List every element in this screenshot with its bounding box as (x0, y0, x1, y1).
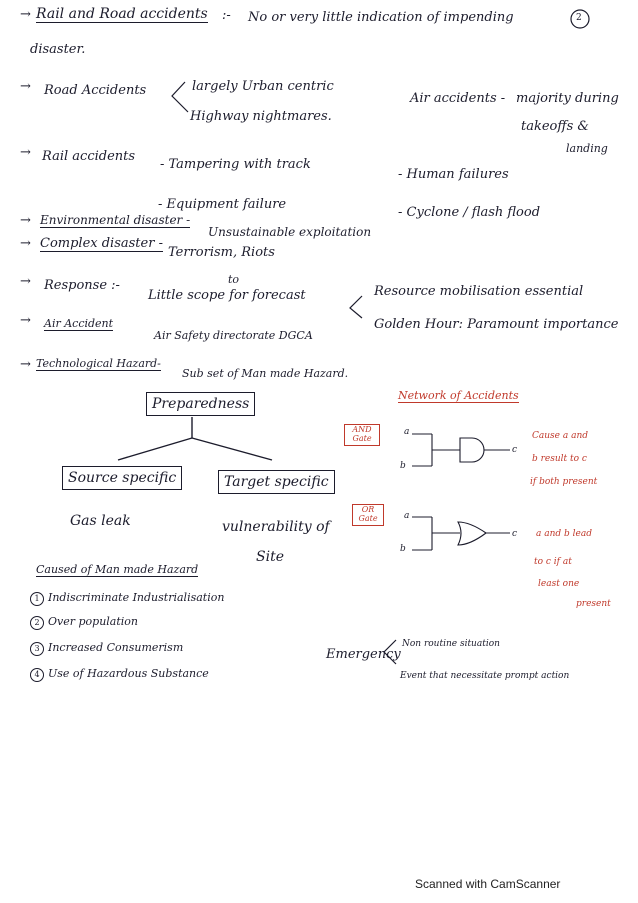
heading-text: No or very little indication of impending (248, 10, 514, 25)
bullet-arrow-icon: → (20, 313, 31, 328)
or-gate-symbol (412, 517, 510, 550)
response-branch-1: Resource mobilisation essential (374, 284, 584, 299)
cause-number-4: 4 (30, 668, 44, 682)
and-output-c: c (512, 445, 518, 455)
cause-item-1 (30, 592, 224, 606)
scanner-footer: Scanned with CamScanner (415, 877, 561, 891)
bullet-arrow-icon: → (20, 7, 31, 22)
heading-sep: :- (222, 8, 231, 23)
cause-number-2: 2 (30, 616, 44, 630)
or-desc-3: least one (538, 579, 580, 589)
complex-text: Terrorism, Riots (168, 245, 275, 260)
response-insert: to (228, 273, 240, 286)
cause-item-4 (30, 668, 209, 682)
and-desc-2: b result to c (532, 454, 587, 464)
page-number: 2 (576, 13, 582, 23)
tree-right-branch (192, 438, 272, 460)
emergency-branch-2: Event that necessitate prompt action (400, 671, 570, 681)
and-input-a: a (404, 427, 410, 437)
tech-text: Sub set of Man made Hazard. (182, 367, 349, 380)
and-gate-box: AND Gate (344, 424, 380, 446)
rail-right-2: - Cyclone / flash flood (398, 205, 541, 220)
cause-text-3: Increased Consumerism (48, 641, 184, 654)
response-branch-2: Golden Hour: Paramount importance (374, 317, 619, 332)
and-gate-symbol (412, 434, 510, 466)
or-input-a: a (404, 511, 410, 521)
gas-leak-text: Gas leak (70, 513, 131, 529)
response-branch-line (350, 296, 362, 318)
cause-number-3: 3 (30, 642, 44, 656)
rail-item-2: - Equipment failure (158, 197, 287, 212)
preparedness-box: Preparedness (146, 392, 255, 416)
env-label: Environmental disaster - (40, 213, 191, 227)
bullet-arrow-icon: → (20, 213, 31, 228)
air-accident-label: Air Accident (44, 317, 114, 330)
response-text: Little scope for forecast (148, 288, 306, 303)
bullet-arrow-icon: → (20, 236, 31, 251)
rail-item-1: - Tampering with track (160, 157, 311, 172)
bullet-arrow-icon: → (20, 79, 31, 94)
network-title: Network of Accidents (398, 389, 519, 402)
road-branch-line (172, 82, 188, 112)
cause-number-1: 1 (30, 592, 44, 606)
air-accidents-text-2: takeoffs & (521, 119, 589, 134)
air-accidents-text-1: majority during (516, 91, 619, 106)
cause-item-2 (30, 616, 138, 630)
cause-text-4: Use of Hazardous Substance (48, 667, 209, 680)
road-branch-1: largely Urban centric (192, 79, 334, 94)
or-desc-1: a and b lead (536, 529, 592, 539)
target-specific-box: Target specific (218, 470, 335, 494)
air-accidents-label: Air accidents - (410, 91, 506, 106)
response-label: Response :- (44, 278, 120, 293)
road-branch-2: Highway nightmares. (190, 109, 332, 124)
and-desc-1: Cause a and (532, 431, 589, 441)
or-desc-4: present (576, 599, 611, 609)
complex-label: Complex disaster - (40, 236, 163, 251)
site-text: Site (256, 549, 284, 565)
and-input-b: b (400, 461, 406, 471)
cause-text-2: Over population (48, 615, 139, 628)
rail-right-1: - Human failures (398, 167, 509, 182)
cause-text-1: Indiscriminate Industrialisation (48, 591, 225, 604)
heading-text-cont: disaster. (30, 42, 86, 57)
tech-label: Technological Hazard- (36, 357, 161, 370)
bullet-arrow-icon: → (20, 357, 31, 372)
road-label: Road Accidents (44, 83, 147, 98)
tree-left-branch (118, 438, 192, 460)
and-desc-3: if both present (530, 477, 598, 487)
bullet-arrow-icon: → (20, 145, 31, 160)
env-text: Unsustainable exploitation (208, 225, 372, 239)
cause-item-3 (30, 642, 183, 656)
heading-label: Rail and Road accidents (36, 6, 208, 22)
bullet-arrow-icon: → (20, 274, 31, 289)
or-gate-box: OR Gate (352, 504, 384, 526)
rail-label: Rail accidents (42, 149, 136, 164)
or-output-c: c (512, 529, 518, 539)
vulnerability-text: vulnerability of (222, 519, 330, 535)
emergency-branch-1: Non routine situation (402, 639, 500, 649)
air-accidents-text-3: landing (566, 142, 608, 155)
source-specific-box: Source specific (62, 466, 182, 490)
air-accident-text: Air Safety directorate DGCA (154, 329, 313, 342)
or-desc-2: to c if at (534, 557, 572, 567)
emergency-label: Emergency (326, 647, 401, 662)
or-input-b: b (400, 544, 406, 554)
causes-title: Caused of Man made Hazard (36, 563, 199, 576)
